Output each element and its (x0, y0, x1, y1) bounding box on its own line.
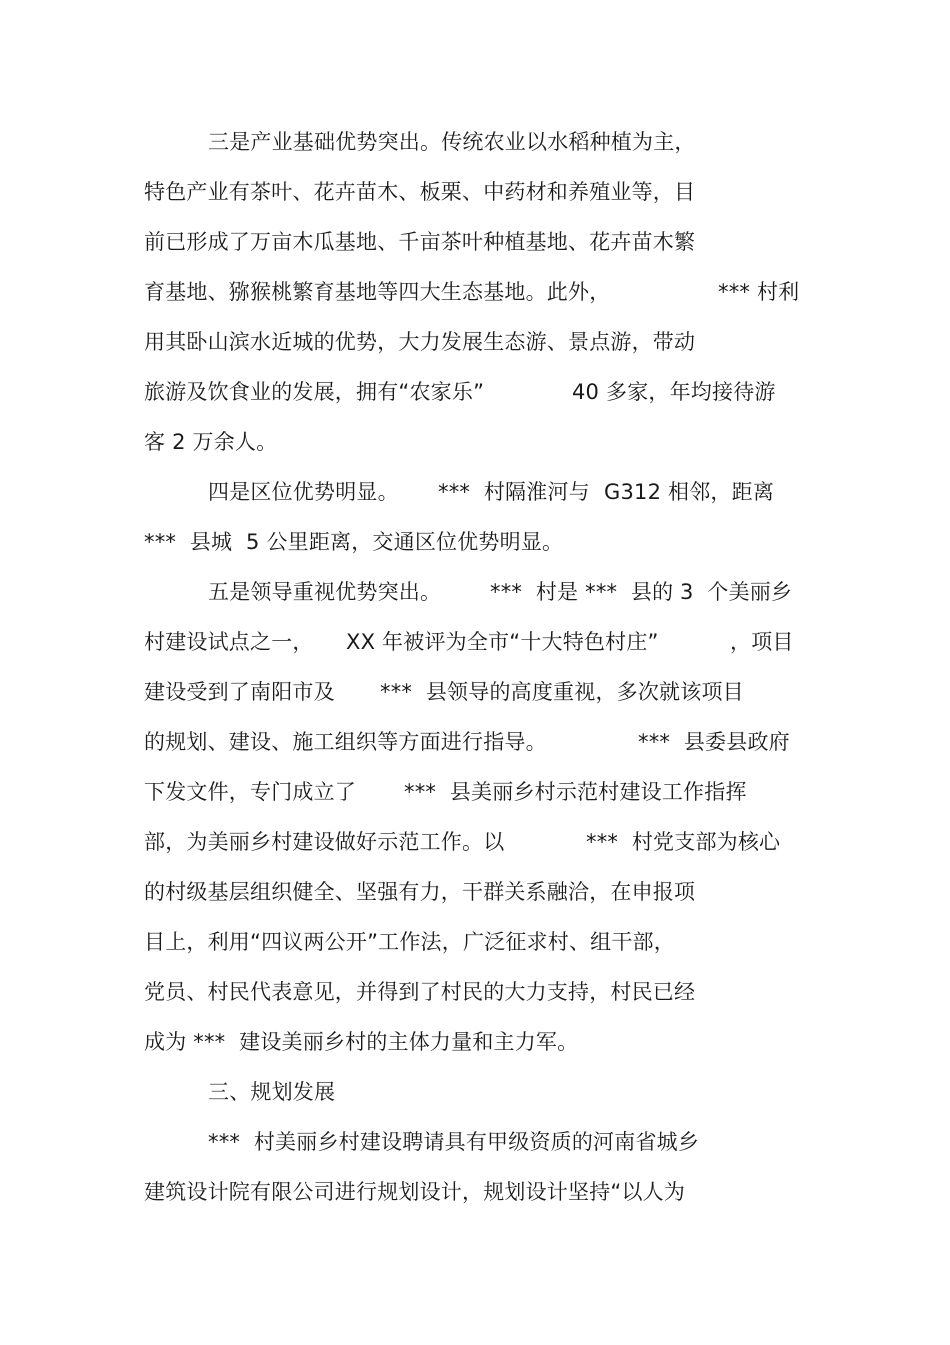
text-line-22 (0, 1176, 950, 1208)
text-segment: 部，为美丽乡村建设做好示范工作。以 (144, 830, 505, 854)
text-segment: *** 村党支部为核心 (586, 830, 781, 854)
text-segment: 用其卧山滨水近城的优势，大力发展生态游、景点游，带动 (144, 330, 696, 354)
text-segment: 的村级基层组织健全、坚强有力，干群关系融洽，在申报项 (144, 880, 696, 904)
text-segment: *** 县美丽乡村示范村建设工作指挥 (404, 780, 747, 804)
text-line-18 (0, 976, 950, 1008)
text-segment: 五是领导重视优势突出。 (208, 580, 442, 604)
text-line-19 (0, 1026, 950, 1058)
text-line-1 (0, 126, 950, 158)
text-segment: G312 相邻，距离 (604, 480, 775, 504)
text-line-12 (0, 676, 950, 708)
text-line-9 (0, 526, 950, 558)
text-line-21 (0, 1126, 950, 1158)
text-segment: 村建设试点之一， (144, 630, 314, 654)
text-segment: 客 2 万余人。 (144, 430, 278, 454)
text-segment: *** 县城 5 公里距离，交通区位优势明显。 (144, 530, 564, 554)
text-segment: 特色产业有茶叶、花卉苗木、板栗、中药材和养殖业等，目 (144, 180, 696, 204)
text-line-6 (0, 376, 950, 408)
text-segment: 40 多家，年均接待游 (572, 380, 776, 404)
text-line-10 (0, 576, 950, 608)
text-line-8 (0, 476, 950, 508)
text-line-14 (0, 776, 950, 808)
text-segment: *** 县委县政府 (638, 730, 790, 754)
text-segment: ，项目 (730, 630, 794, 654)
text-segment: 下发文件，专门成立了 (144, 780, 356, 804)
text-segment: *** 县领导的高度重视，多次就该项目 (380, 680, 744, 704)
text-segment: 目上，利用“四议两公开”工作法，广泛征求村、组干部， (144, 930, 675, 954)
text-line-3 (0, 226, 950, 258)
text-segment: 的规划、建设、施工组织等方面进行指导。 (144, 730, 547, 754)
section-heading (0, 1076, 950, 1108)
text-segment: *** 村利 (718, 280, 800, 304)
text-line-4 (0, 276, 950, 308)
text-line-7 (0, 426, 950, 458)
text-line-11 (0, 626, 950, 658)
text-segment: 旅游及饮食业的发展，拥有“农家乐” (144, 380, 485, 404)
text-segment: 党员、村民代表意见，并得到了村民的大力支持，村民已经 (144, 980, 696, 1004)
text-line-17 (0, 926, 950, 958)
text-segment: 成为 *** 建设美丽乡村的主体力量和主力军。 (144, 1030, 579, 1054)
text-segment: *** 村隔淮河与 (438, 480, 590, 504)
text-line-16 (0, 876, 950, 908)
text-segment: 三、规划发展 (208, 1080, 336, 1104)
text-segment: 四是区位优势明显。 (208, 480, 399, 504)
text-segment: 建设受到了南阳市及 (144, 680, 335, 704)
text-segment: 育基地、猕猴桃繁育基地等四大生态基地。此外， (144, 280, 611, 304)
text-segment: 三是产业基础优势突出。传统农业以水稻种植为主， (208, 130, 696, 154)
text-segment: 建筑设计院有限公司进行规划设计，规划设计坚持“以人为 (144, 1180, 686, 1204)
text-segment: XX 年被评为全市“十大特色村庄” (346, 630, 659, 654)
text-segment: *** 村是 *** 县的 (490, 580, 674, 604)
text-segment: 前已形成了万亩木瓜基地、千亩茶叶种植基地、花卉苗木繁 (144, 230, 696, 254)
text-line-15 (0, 826, 950, 858)
text-line-2 (0, 176, 950, 208)
text-segment: *** 村美丽乡村建设聘请具有甲级资质的河南省城乡 (208, 1130, 700, 1154)
text-line-13 (0, 726, 950, 758)
text-segment: 3 个美丽乡 (680, 580, 793, 604)
text-line-5 (0, 326, 950, 358)
